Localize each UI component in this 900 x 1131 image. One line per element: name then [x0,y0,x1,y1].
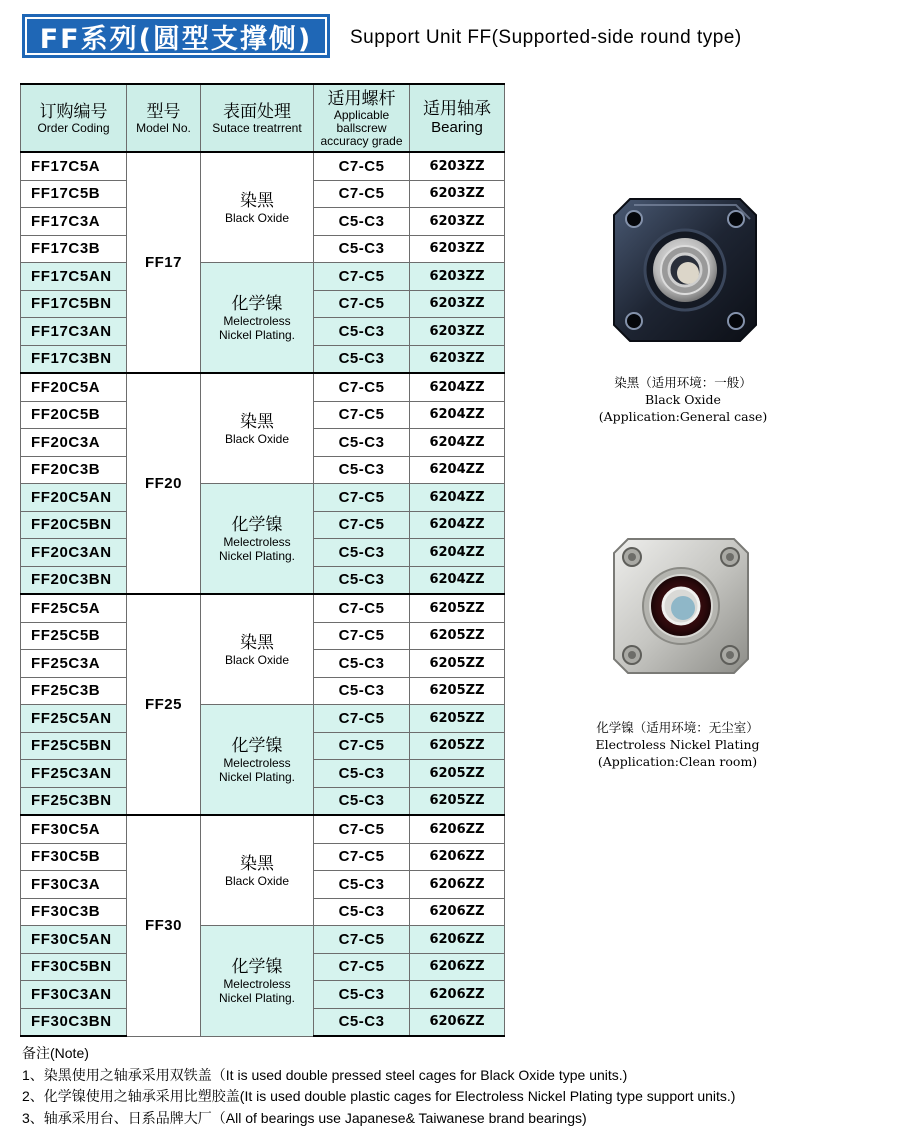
bearing-cell: 6205ZZ [410,650,505,678]
accuracy-cell: C5-C3 [314,677,410,705]
bearing-cell: 6206ZZ [410,953,505,981]
order-code-cell: FF30C3A [21,871,127,899]
order-code-cell: FF17C5BN [21,290,127,318]
model-cell: FF17 [127,152,201,373]
order-code-cell: FF20C3A [21,429,127,457]
order-code-cell: FF20C5BN [21,511,127,539]
table-header-row [21,84,505,152]
accuracy-cell: C5-C3 [314,456,410,484]
bearing-cell: 6204ZZ [410,484,505,512]
accuracy-cell: C7-C5 [314,705,410,733]
accuracy-cell: C5-C3 [314,318,410,346]
col-header-order-coding: 订购编号 Order Coding [21,84,127,152]
bearing-cell: 6206ZZ [410,843,505,871]
note-1: 1、染黑使用之轴承采用双铁盖（It is used double pressed steel cages for Black Oxide type units.) [22,1066,628,1083]
order-code-cell: FF30C5A [21,815,127,843]
accuracy-cell: C5-C3 [314,760,410,788]
accuracy-cell: C7-C5 [314,511,410,539]
bearing-cell: 6205ZZ [410,760,505,788]
order-code-cell: FF30C5B [21,843,127,871]
bearing-cell: 6206ZZ [410,898,505,926]
accuracy-cell: C7-C5 [314,401,410,429]
col-header-bearing: 适用轴承 Bearing [410,84,505,152]
bearing-cell: 6206ZZ [410,926,505,954]
bearing-cell: 6205ZZ [410,705,505,733]
bearing-cell: 6205ZZ [410,787,505,815]
bearing-cell: 6203ZZ [410,318,505,346]
order-code-cell: FF17C5B [21,180,127,208]
bearing-cell: 6203ZZ [410,235,505,263]
model-cell: FF20 [127,373,201,594]
bearing-cell: 6204ZZ [410,429,505,457]
accuracy-cell: C5-C3 [314,566,410,594]
order-code-cell: FF17C3B [21,235,127,263]
order-code-cell: FF20C3B [21,456,127,484]
table-row [21,926,505,954]
order-code-cell: FF20C3BN [21,566,127,594]
accuracy-cell: C5-C3 [314,1008,410,1036]
surface-nickel-cell [201,926,314,1037]
order-code-cell: FF30C3B [21,898,127,926]
surface-black-oxide-cell [201,373,314,484]
bearing-cell: 6204ZZ [410,401,505,429]
black-oxide-caption-en: Black Oxide [645,392,721,407]
surface-black-oxide-cell [201,152,314,263]
bearing-cell: 6205ZZ [410,594,505,622]
surface-black-oxide-cell [201,815,314,926]
col-header-accuracy: 适用螺杆 Applicable ballscrew accuracy grade [314,84,410,152]
order-code-cell: FF25C3AN [21,760,127,788]
accuracy-cell: C7-C5 [314,732,410,760]
accuracy-cell: C7-C5 [314,484,410,512]
surface-nickel-en1: Melectroless [223,976,291,991]
bearing-cell: 6203ZZ [410,180,505,208]
bearing-cell: 6203ZZ [410,208,505,236]
bearing-cell: 6206ZZ [410,871,505,899]
bearing-cell: 6204ZZ [410,511,505,539]
accuracy-cell: C5-C3 [314,898,410,926]
order-code-cell: FF17C3AN [21,318,127,346]
col-header-model: 型号 Model No. [127,84,201,152]
order-code-cell: FF25C5BN [21,732,127,760]
surface-nickel-cell [201,484,314,595]
nickel-plating-caption-cn: 化学镍（适用环境：无尘室） [596,720,759,735]
accuracy-cell: C5-C3 [314,539,410,567]
order-code-cell: FF20C5A [21,373,127,401]
order-code-cell: FF25C5B [21,622,127,650]
accuracy-cell: C5-C3 [314,787,410,815]
surface-black-cn: 染黑 [240,411,274,432]
surface-nickel-cn: 化学镍 [231,514,283,535]
table-row [21,484,505,512]
order-code-cell: FF25C5A [21,594,127,622]
order-code-cell: FF20C3AN [21,539,127,567]
order-code-cell: FF30C5BN [21,953,127,981]
bearing-cell: 6204ZZ [410,566,505,594]
surface-black-en: Black Oxide [224,873,290,888]
bearing-cell: 6204ZZ [410,373,505,401]
accuracy-cell: C7-C5 [314,953,410,981]
spec-table [20,83,505,1037]
surface-black-cn: 染黑 [240,853,274,874]
bearing-cell: 6206ZZ [410,981,505,1009]
order-code-cell: FF25C5AN [21,705,127,733]
accuracy-cell: C7-C5 [314,290,410,318]
surface-nickel-en1: Melectroless [223,534,291,549]
table-row [21,152,505,180]
bearing-cell: 6206ZZ [410,815,505,843]
surface-nickel-en2: Nickel Plating. [218,990,296,1005]
accuracy-cell: C7-C5 [314,152,410,180]
surface-nickel-cell [201,705,314,816]
surface-nickel-cn: 化学镍 [231,293,283,314]
accuracy-cell: C5-C3 [314,208,410,236]
bearing-cell: 6204ZZ [410,456,505,484]
accuracy-cell: C5-C3 [314,650,410,678]
accuracy-cell: C7-C5 [314,263,410,291]
surface-black-oxide-cell [201,594,314,705]
accuracy-cell: C7-C5 [314,180,410,208]
order-code-cell: FF20C5AN [21,484,127,512]
surface-nickel-cn: 化学镍 [231,956,283,977]
order-code-cell: FF30C3AN [21,981,127,1009]
table-row [21,705,505,733]
nickel-plating-unit-image [610,535,752,677]
col-header-surface: 表面处理 Sutace treatrrent [201,84,314,152]
table-row [21,263,505,291]
bearing-cell: 6203ZZ [410,152,505,180]
nickel-plating-caption-en: Electroless Nickel Plating [595,737,760,752]
series-title: FF系列(圆型支撑侧) [39,23,313,55]
surface-nickel-en2: Nickel Plating. [218,548,296,563]
series-title-badge [22,14,330,58]
accuracy-cell: C5-C3 [314,429,410,457]
bearing-cell: 6203ZZ [410,263,505,291]
order-code-cell: FF25C3A [21,650,127,678]
order-code-cell: FF17C5A [21,152,127,180]
accuracy-cell: C7-C5 [314,815,410,843]
bearing-cell: 6204ZZ [410,539,505,567]
note-2: 2、化学镍使用之轴承采用比塑胶盖(It is used double plastic cages for Electroless Nickel Plating type support units.) [22,1088,736,1104]
model-cell: FF25 [127,594,201,815]
order-code-cell: FF30C5AN [21,926,127,954]
accuracy-cell: C7-C5 [314,594,410,622]
accuracy-cell: C5-C3 [314,981,410,1009]
black-oxide-caption [583,374,783,425]
notes-section [22,1043,735,1129]
surface-black-en: Black Oxide [224,652,290,667]
surface-nickel-cn: 化学镍 [231,735,283,756]
order-code-cell: FF25C3BN [21,787,127,815]
surface-nickel-cell [201,263,314,374]
surface-black-en: Black Oxide [224,210,290,225]
accuracy-cell: C7-C5 [314,622,410,650]
accuracy-cell: C7-C5 [314,843,410,871]
accuracy-cell: C5-C3 [314,345,410,373]
black-oxide-caption-app: (Application:General case) [598,409,768,424]
table-row [21,815,505,843]
accuracy-cell: C5-C3 [314,235,410,263]
bearing-cell: 6206ZZ [410,1008,505,1036]
order-code-cell: FF17C3BN [21,345,127,373]
order-code-cell: FF17C5AN [21,263,127,291]
nickel-plating-caption [570,719,785,770]
order-code-cell: FF25C3B [21,677,127,705]
black-oxide-unit-image [610,195,760,345]
nickel-plating-caption-app: (Application:Clean room) [597,754,758,769]
bearing-cell: 6205ZZ [410,622,505,650]
table-row [21,594,505,622]
surface-nickel-en1: Melectroless [223,755,291,770]
order-code-cell: FF17C3A [21,208,127,236]
table-row [21,373,505,401]
bearing-cell: 6205ZZ [410,677,505,705]
order-code-cell: FF20C5B [21,401,127,429]
model-cell: FF30 [127,815,201,1036]
notes-heading: 备注(Note) [22,1045,89,1061]
accuracy-cell: C7-C5 [314,926,410,954]
surface-black-en: Black Oxide [224,431,290,446]
note-3: 3、轴承采用台、日系品牌大厂（All of bearings use Japanese& Taiwanese brand bearings) [22,1109,587,1126]
black-oxide-caption-cn: 染黑（适用环境：一般） [614,375,752,390]
surface-nickel-en1: Melectroless [223,313,291,328]
order-code-cell: FF30C3BN [21,1008,127,1036]
surface-nickel-en2: Nickel Plating. [218,769,296,784]
bearing-cell: 6203ZZ [410,290,505,318]
surface-black-cn: 染黑 [240,190,274,211]
series-subtitle: Support Unit FF(Supported-side round type) [350,27,742,48]
bearing-cell: 6205ZZ [410,732,505,760]
bearing-cell: 6203ZZ [410,345,505,373]
table-body [21,152,505,1036]
surface-nickel-en2: Nickel Plating. [218,327,296,342]
surface-black-cn: 染黑 [240,632,274,653]
accuracy-cell: C5-C3 [314,871,410,899]
accuracy-cell: C7-C5 [314,373,410,401]
